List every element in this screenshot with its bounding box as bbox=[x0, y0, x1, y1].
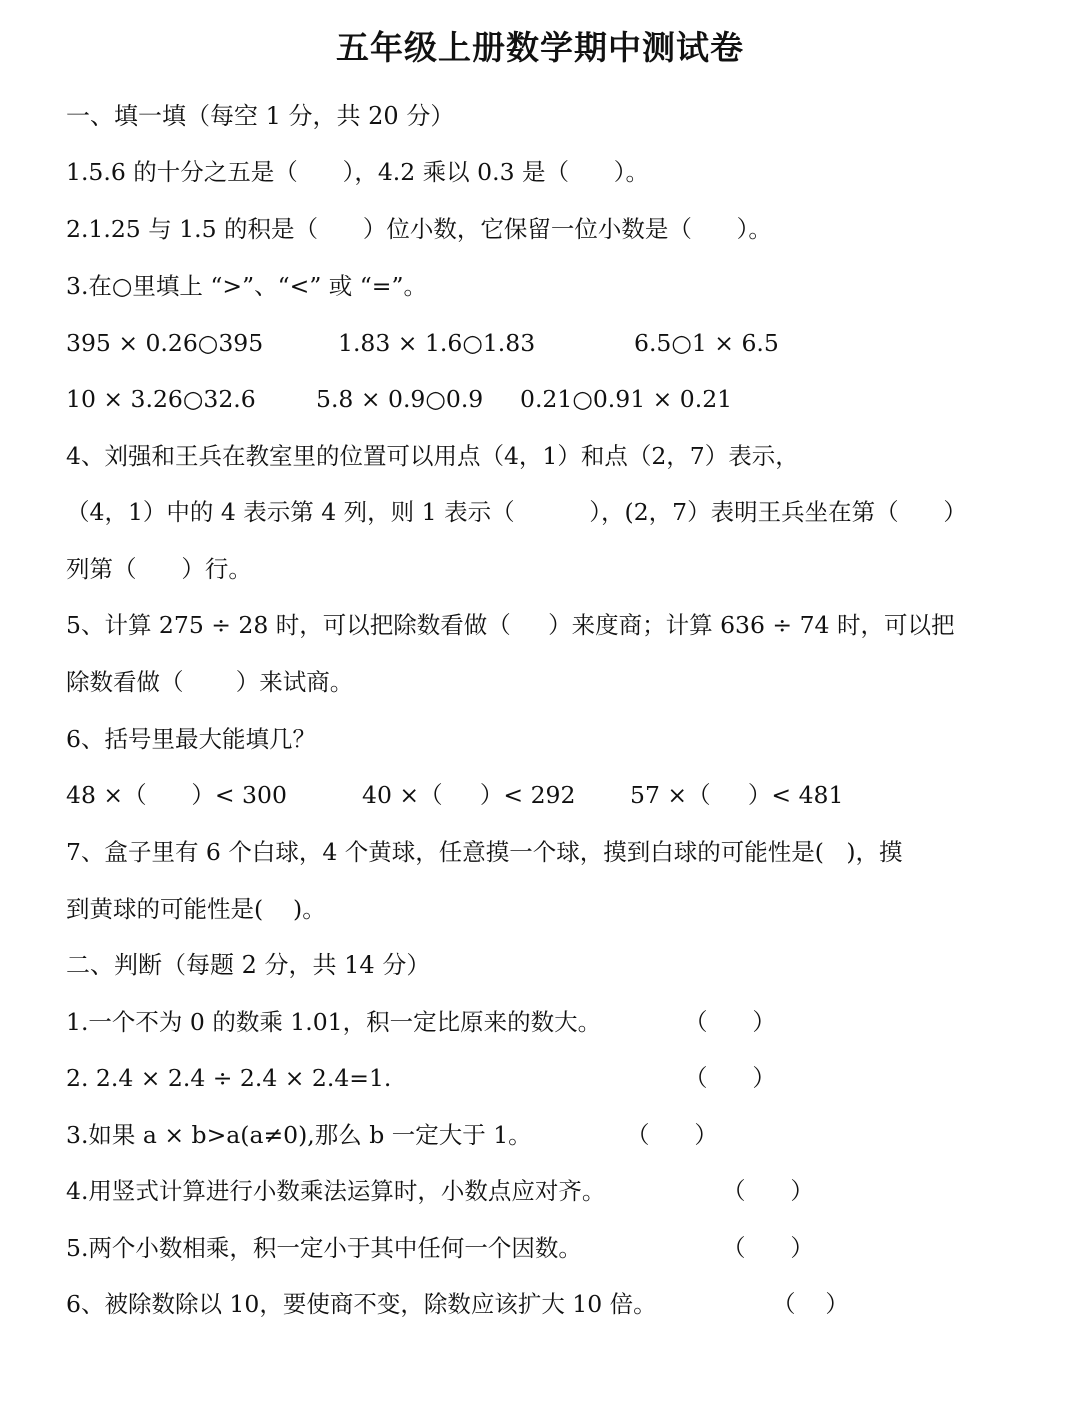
fill-item: 48 ×（ ）< 300 bbox=[66, 781, 287, 809]
judge-item-3: 3.如果 a × b>a(a≠0),那么 b 一定大于 1。 bbox=[66, 1121, 532, 1149]
judge-item-5: 5.两个小数相乘，积一定小于其中任何一个因数。 bbox=[66, 1234, 582, 1262]
fill-item: 40 ×（ ）< 292 bbox=[362, 781, 576, 809]
judge-bracket-4: （ ） bbox=[722, 1177, 814, 1205]
compare-item: 0.21○0.91 × 0.21 bbox=[520, 385, 733, 413]
judge-bracket-5: （ ） bbox=[722, 1234, 814, 1262]
question-7-line-2: 到黄球的可能性是( )。 bbox=[66, 895, 326, 923]
question-5-line-2: 除数看做（ ）来试商。 bbox=[66, 668, 354, 696]
judge-item-6: 6、被除数除以 10，要使商不变，除数应该扩大 10 倍。 bbox=[66, 1290, 657, 1318]
compare-item: 395 × 0.26○395 bbox=[66, 329, 264, 357]
question-3-row-2 bbox=[66, 383, 1016, 415]
judge-bracket-6: （ ） bbox=[772, 1290, 849, 1318]
question-7-line-1: 7、盒子里有 6 个白球，4 个黄球，任意摸一个球，摸到白球的可能性是( )，摸 bbox=[66, 838, 903, 866]
question-1: 1.5.6 的十分之五是（ ），4.2 乘以 0.3 是（ ）。 bbox=[66, 158, 650, 186]
judge-bracket-1: （ ） bbox=[684, 1008, 776, 1036]
page-title: 五年级上册数学期中测试卷 bbox=[336, 28, 744, 67]
compare-item: 5.8 × 0.9○0.9 bbox=[316, 385, 484, 413]
question-3-row-1 bbox=[66, 327, 1016, 359]
question-3: 3.在○里填上 “>”、“<” 或 “=”。 bbox=[66, 272, 427, 300]
compare-item: 6.5○1 × 6.5 bbox=[634, 329, 779, 357]
section-1-heading: 一、填一填（每空 1 分，共 20 分） bbox=[66, 102, 455, 130]
question-4-line-1: 4、刘强和王兵在教室里的位置可以用点（4，1）和点（2，7）表示， bbox=[66, 442, 799, 470]
section-2-heading: 二、判断（每题 2 分，共 14 分） bbox=[66, 951, 431, 979]
question-2: 2.1.25 与 1.5 的积是（ ）位小数，它保留一位小数是（ ）。 bbox=[66, 215, 772, 243]
judge-item-4: 4.用竖式计算进行小数乘法运算时，小数点应对齐。 bbox=[66, 1177, 606, 1205]
question-6-row bbox=[66, 779, 1016, 811]
judge-bracket-3: （ ） bbox=[626, 1121, 718, 1149]
judge-bracket-2: （ ） bbox=[684, 1064, 776, 1092]
fill-item: 57 ×（ ）< 481 bbox=[630, 781, 844, 809]
judge-item-2: 2. 2.4 × 2.4 ÷ 2.4 × 2.4=1. bbox=[66, 1064, 392, 1092]
compare-item: 10 × 3.26○32.6 bbox=[66, 385, 256, 413]
question-5-line-1: 5、计算 275 ÷ 28 时，可以把除数看做（ ）来度商；计算 636 ÷ 74 时，可以把 bbox=[66, 611, 955, 639]
question-4-line-3: 列第（ ）行。 bbox=[66, 555, 252, 583]
judge-item-1: 1.一个不为 0 的数乘 1.01，积一定比原来的数大。 bbox=[66, 1008, 602, 1036]
question-6: 6、括号里最大能填几？ bbox=[66, 725, 316, 753]
compare-item: 1.83 × 1.6○1.83 bbox=[338, 329, 536, 357]
question-4-line-2: （4，1）中的 4 表示第 4 列，则 1 表示（ ），(2，7）表明王兵坐在第（ ） bbox=[66, 498, 967, 526]
